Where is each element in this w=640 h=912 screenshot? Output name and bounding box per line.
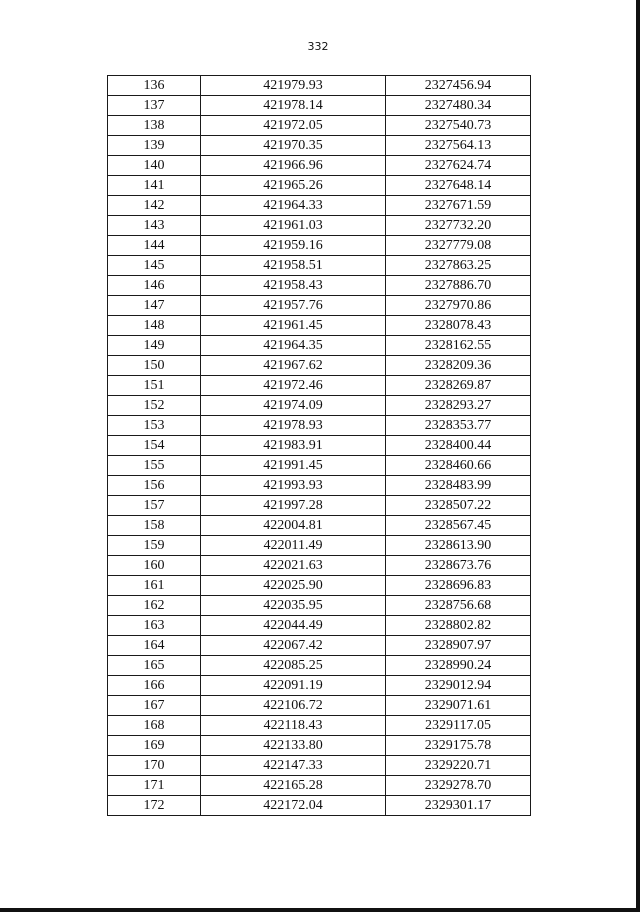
y-coordinate-cell: 2327671.59: [386, 196, 531, 216]
table-row: [108, 416, 531, 436]
table-row: [108, 276, 531, 296]
y-coordinate-cell: 2328353.77: [386, 416, 531, 436]
y-coordinate-cell: 2328567.45: [386, 516, 531, 536]
point-number-cell: 147: [108, 296, 201, 316]
x-coordinate-cell: 422025.90: [201, 576, 386, 596]
table-row: [108, 616, 531, 636]
table-row: [108, 516, 531, 536]
table-row: [108, 176, 531, 196]
point-number-cell: 137: [108, 96, 201, 116]
y-coordinate-cell: 2329278.70: [386, 776, 531, 796]
point-number-cell: 169: [108, 736, 201, 756]
point-number-cell: 138: [108, 116, 201, 136]
y-coordinate-cell: 2327456.94: [386, 76, 531, 96]
y-coordinate-cell: 2329071.61: [386, 696, 531, 716]
point-number-cell: 157: [108, 496, 201, 516]
x-coordinate-cell: 421966.96: [201, 156, 386, 176]
point-number-cell: 150: [108, 356, 201, 376]
y-coordinate-cell: 2328507.22: [386, 496, 531, 516]
table-row: [108, 496, 531, 516]
point-number-cell: 159: [108, 536, 201, 556]
point-number-cell: 143: [108, 216, 201, 236]
point-number-cell: 151: [108, 376, 201, 396]
y-coordinate-cell: 2328269.87: [386, 376, 531, 396]
x-coordinate-cell: 421993.93: [201, 476, 386, 496]
y-coordinate-cell: 2327732.20: [386, 216, 531, 236]
table-row: [108, 396, 531, 416]
x-coordinate-cell: 421964.35: [201, 336, 386, 356]
x-coordinate-cell: 422004.81: [201, 516, 386, 536]
table-row: [108, 576, 531, 596]
coordinates-table: [107, 75, 531, 816]
x-coordinate-cell: 421964.33: [201, 196, 386, 216]
x-coordinate-cell: 422133.80: [201, 736, 386, 756]
y-coordinate-cell: 2328162.55: [386, 336, 531, 356]
point-number-cell: 140: [108, 156, 201, 176]
x-coordinate-cell: 421965.26: [201, 176, 386, 196]
point-number-cell: 144: [108, 236, 201, 256]
table-row: [108, 656, 531, 676]
x-coordinate-cell: 421957.76: [201, 296, 386, 316]
point-number-cell: 161: [108, 576, 201, 596]
point-number-cell: 167: [108, 696, 201, 716]
x-coordinate-cell: 422044.49: [201, 616, 386, 636]
point-number-cell: 142: [108, 196, 201, 216]
point-number-cell: 170: [108, 756, 201, 776]
point-number-cell: 160: [108, 556, 201, 576]
point-number-cell: 164: [108, 636, 201, 656]
scan-edge-right: [636, 0, 640, 912]
x-coordinate-cell: 422172.04: [201, 796, 386, 816]
x-coordinate-cell: 422106.72: [201, 696, 386, 716]
point-number-cell: 139: [108, 136, 201, 156]
x-coordinate-cell: 421972.05: [201, 116, 386, 136]
point-number-cell: 153: [108, 416, 201, 436]
point-number-cell: 136: [108, 76, 201, 96]
point-number-cell: 168: [108, 716, 201, 736]
point-number-cell: 166: [108, 676, 201, 696]
table-row: [108, 356, 531, 376]
page-number: 332: [307, 40, 329, 53]
table-row: [108, 296, 531, 316]
table-row: [108, 116, 531, 136]
y-coordinate-cell: 2327886.70: [386, 276, 531, 296]
x-coordinate-cell: 422091.19: [201, 676, 386, 696]
table-row: [108, 336, 531, 356]
point-number-cell: 163: [108, 616, 201, 636]
y-coordinate-cell: 2327564.13: [386, 136, 531, 156]
point-number-cell: 172: [108, 796, 201, 816]
y-coordinate-cell: 2328990.24: [386, 656, 531, 676]
table-row: [108, 136, 531, 156]
point-number-cell: 145: [108, 256, 201, 276]
y-coordinate-cell: 2329301.17: [386, 796, 531, 816]
table-row: [108, 596, 531, 616]
y-coordinate-cell: 2328756.68: [386, 596, 531, 616]
table-row: [108, 316, 531, 336]
x-coordinate-cell: 421997.28: [201, 496, 386, 516]
table-row: [108, 376, 531, 396]
y-coordinate-cell: 2327540.73: [386, 116, 531, 136]
table-row: [108, 96, 531, 116]
y-coordinate-cell: 2327970.86: [386, 296, 531, 316]
table-row: [108, 436, 531, 456]
scan-edge-bottom: [0, 908, 640, 912]
x-coordinate-cell: 421958.51: [201, 256, 386, 276]
table-row: [108, 736, 531, 756]
x-coordinate-cell: 421991.45: [201, 456, 386, 476]
y-coordinate-cell: 2328209.36: [386, 356, 531, 376]
point-number-cell: 141: [108, 176, 201, 196]
x-coordinate-cell: 421978.14: [201, 96, 386, 116]
table-row: [108, 756, 531, 776]
y-coordinate-cell: 2327624.74: [386, 156, 531, 176]
x-coordinate-cell: 422067.42: [201, 636, 386, 656]
point-number-cell: 155: [108, 456, 201, 476]
y-coordinate-cell: 2329175.78: [386, 736, 531, 756]
x-coordinate-cell: 422118.43: [201, 716, 386, 736]
y-coordinate-cell: 2328483.99: [386, 476, 531, 496]
x-coordinate-cell: 422021.63: [201, 556, 386, 576]
table-row: [108, 796, 531, 816]
point-number-cell: 148: [108, 316, 201, 336]
x-coordinate-cell: 421958.43: [201, 276, 386, 296]
point-number-cell: 156: [108, 476, 201, 496]
y-coordinate-cell: 2328400.44: [386, 436, 531, 456]
table-row: [108, 696, 531, 716]
y-coordinate-cell: 2329012.94: [386, 676, 531, 696]
x-coordinate-cell: 421959.16: [201, 236, 386, 256]
table-row: [108, 216, 531, 236]
y-coordinate-cell: 2327480.34: [386, 96, 531, 116]
y-coordinate-cell: 2327779.08: [386, 236, 531, 256]
table-row: [108, 236, 531, 256]
x-coordinate-cell: 422085.25: [201, 656, 386, 676]
table-row: [108, 156, 531, 176]
y-coordinate-cell: 2328078.43: [386, 316, 531, 336]
table-row: [108, 456, 531, 476]
point-number-cell: 165: [108, 656, 201, 676]
table-row: [108, 776, 531, 796]
x-coordinate-cell: 421961.03: [201, 216, 386, 236]
table-row: [108, 636, 531, 656]
table-row: [108, 476, 531, 496]
x-coordinate-cell: 421967.62: [201, 356, 386, 376]
point-number-cell: 146: [108, 276, 201, 296]
table-row: [108, 196, 531, 216]
x-coordinate-cell: 422011.49: [201, 536, 386, 556]
y-coordinate-cell: 2329220.71: [386, 756, 531, 776]
y-coordinate-cell: 2328673.76: [386, 556, 531, 576]
point-number-cell: 158: [108, 516, 201, 536]
x-coordinate-cell: 421974.09: [201, 396, 386, 416]
x-coordinate-cell: 421970.35: [201, 136, 386, 156]
point-number-cell: 152: [108, 396, 201, 416]
point-number-cell: 149: [108, 336, 201, 356]
table-row: [108, 76, 531, 96]
y-coordinate-cell: 2328293.27: [386, 396, 531, 416]
y-coordinate-cell: 2327863.25: [386, 256, 531, 276]
y-coordinate-cell: 2328460.66: [386, 456, 531, 476]
y-coordinate-cell: 2328907.97: [386, 636, 531, 656]
table-row: [108, 536, 531, 556]
table-row: [108, 676, 531, 696]
table-row: [108, 716, 531, 736]
x-coordinate-cell: 422165.28: [201, 776, 386, 796]
y-coordinate-cell: 2327648.14: [386, 176, 531, 196]
y-coordinate-cell: 2329117.05: [386, 716, 531, 736]
x-coordinate-cell: 421978.93: [201, 416, 386, 436]
x-coordinate-cell: 421979.93: [201, 76, 386, 96]
x-coordinate-cell: 421961.45: [201, 316, 386, 336]
y-coordinate-cell: 2328613.90: [386, 536, 531, 556]
x-coordinate-cell: 421983.91: [201, 436, 386, 456]
x-coordinate-cell: 422035.95: [201, 596, 386, 616]
x-coordinate-cell: 422147.33: [201, 756, 386, 776]
point-number-cell: 171: [108, 776, 201, 796]
point-number-cell: 154: [108, 436, 201, 456]
point-number-cell: 162: [108, 596, 201, 616]
y-coordinate-cell: 2328802.82: [386, 616, 531, 636]
y-coordinate-cell: 2328696.83: [386, 576, 531, 596]
x-coordinate-cell: 421972.46: [201, 376, 386, 396]
table-row: [108, 556, 531, 576]
coordinates-table-body: [108, 76, 531, 816]
table-row: [108, 256, 531, 276]
